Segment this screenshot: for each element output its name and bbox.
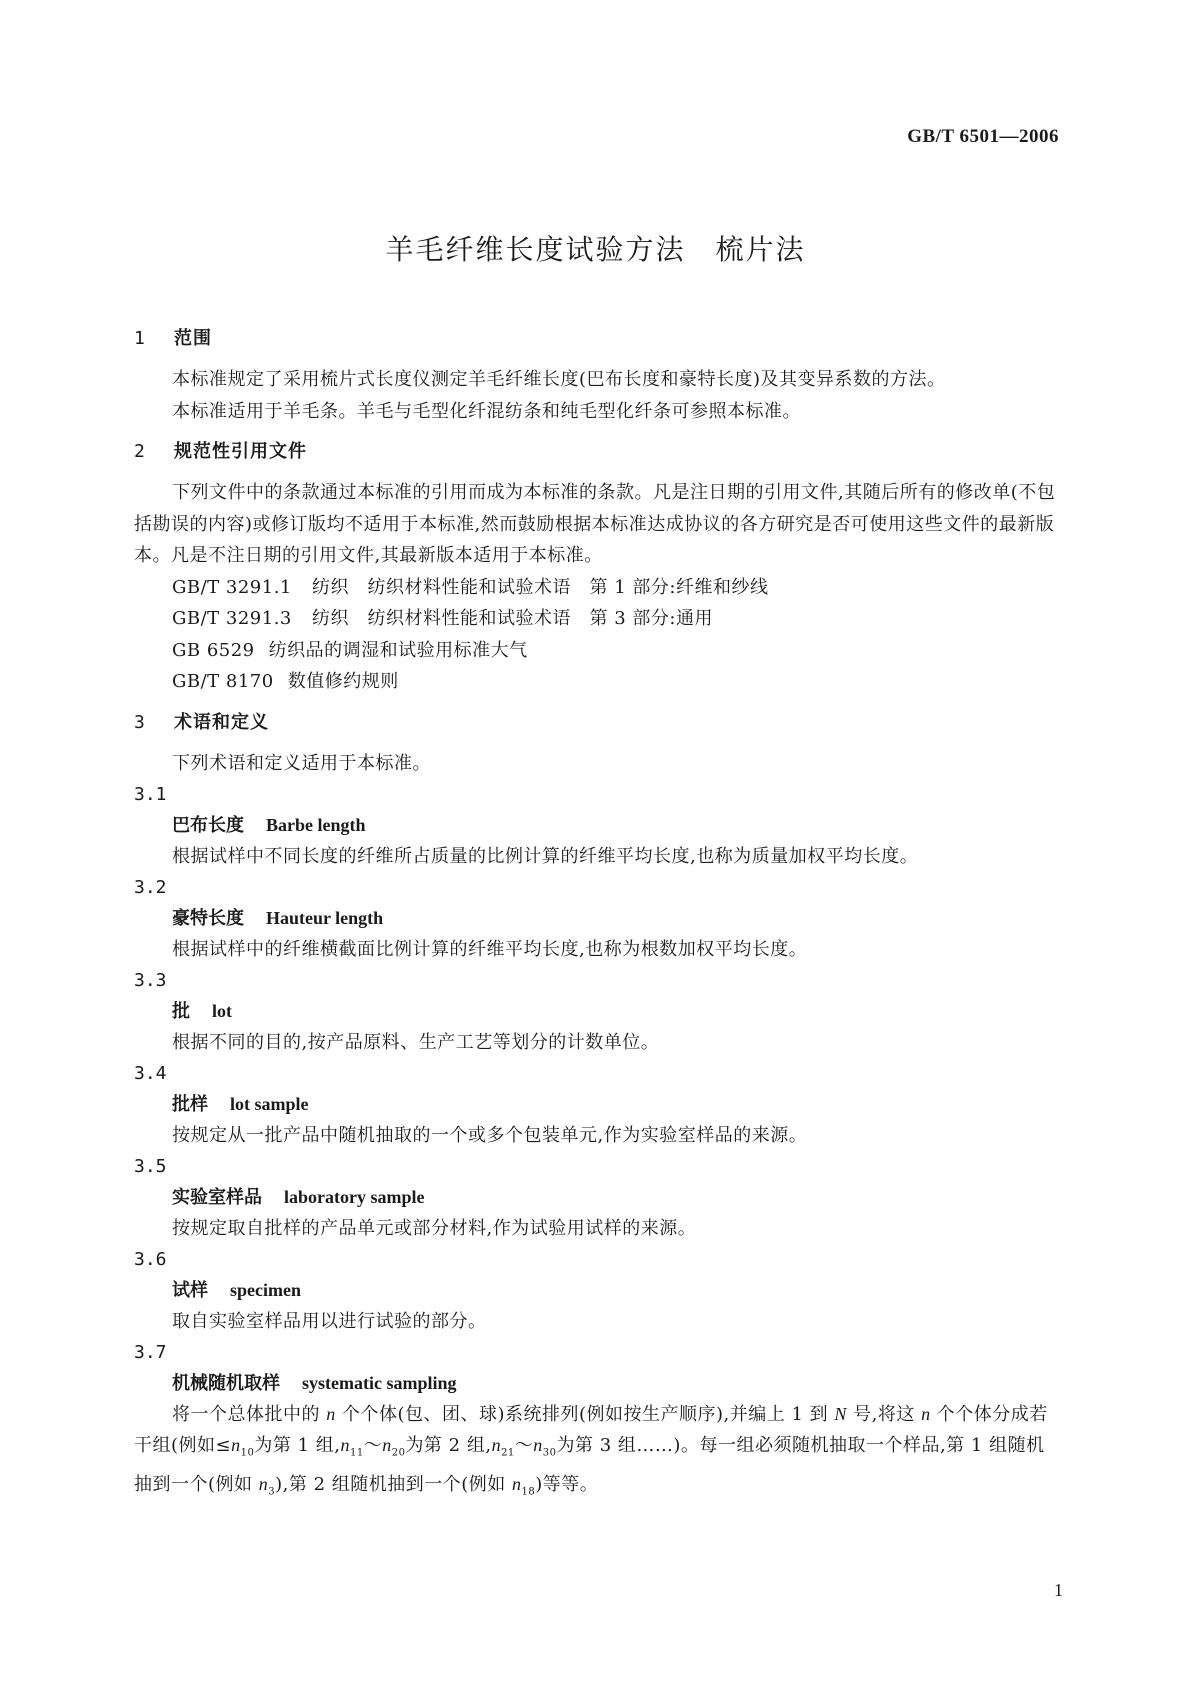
term-number: 3.7	[134, 1342, 167, 1363]
term-name	[134, 1368, 1062, 1399]
term-en: systematic sampling	[302, 1373, 457, 1393]
reference-item	[134, 603, 1062, 635]
reference-title: 纺织品的调湿和试验用标准大气	[268, 639, 528, 661]
term-name	[134, 1089, 1062, 1120]
term-definition: 根据不同的目的,按产品原料、生产工艺等划分的计数单位。	[172, 1032, 660, 1053]
reference-code: GB 6529	[172, 639, 255, 661]
reference-title: 数值修约规则	[287, 671, 399, 692]
term-name	[134, 1275, 1062, 1306]
term-cn: 巴布长度	[172, 815, 244, 836]
paragraph: 本标准适用于羊毛条。羊毛与毛型化纤混纺条和纯毛型化纤条可参照本标准。	[172, 400, 801, 422]
section-title: 范围	[174, 328, 212, 349]
paragraph: 本标准规定了采用梳片式长度仪测定羊毛纤维长度(巴布长度和豪特长度)及其变异系数的方法。	[172, 369, 946, 390]
document-title: 羊毛纤维长度试验方法 梳片法	[385, 233, 806, 266]
term-name	[134, 996, 1062, 1027]
term-definition-systematic-sampling: 将一个总体批中的 n 个个体(包、团、球)系统排列(例如按生产顺序),并编上 1 到 N 号,将这 n 个个体分成若干组(例如$\le n_{10}$为第 1 组$,n_{11}\sim n_{20}$为第 2 组$,n_{21}\sim n_{30}$为第 3 组……)。每一组必须随机抽取一个样品,第 1 组随机抽到一个(例如 $n_3$),第 2 组随机抽到一个(例如 $n_{18}$)等等。	[134, 1404, 1048, 1498]
standard-code: GB/T 6501—2006	[907, 126, 1059, 147]
section-heading-terms	[134, 706, 1062, 740]
term-number: 3.4	[134, 1063, 167, 1084]
term-definition: 按规定从一批产品中随机抽取的一个或多个包装单元,作为实验室样品的来源。	[172, 1125, 808, 1146]
term-number: 3.1	[134, 784, 167, 805]
paragraph: 下列术语和定义适用于本标准。	[172, 752, 431, 774]
term-number: 3.6	[134, 1249, 167, 1270]
reference-item	[134, 635, 1062, 667]
term-cn: 批	[172, 1001, 190, 1022]
page-number: 1	[1054, 1580, 1063, 1600]
section-number: 2	[134, 441, 146, 462]
section-title: 规范性引用文件	[174, 441, 307, 462]
reference-code: GB/T 3291.1	[172, 576, 292, 598]
term-en: Barbe length	[266, 815, 366, 835]
term-definition: 根据试样中不同长度的纤维所占质量的比例计算的纤维平均长度,也称为质量加权平均长度。	[172, 846, 919, 867]
term-cn: 机械随机取样	[172, 1373, 280, 1394]
term-en: lot	[212, 1001, 232, 1021]
term-number: 3.2	[134, 877, 167, 898]
term-number: 3.5	[134, 1156, 167, 1177]
term-definition: 根据试样中的纤维横截面比例计算的纤维平均长度,也称为根数加权平均长度。	[172, 939, 808, 960]
term-name	[134, 903, 1062, 934]
term-name	[134, 810, 1062, 841]
reference-title: 纺织 纺织材料性能和试验术语 第 3 部分:通用	[312, 608, 713, 629]
term-cn: 试样	[172, 1280, 208, 1301]
document-body	[134, 322, 1062, 1507]
reference-code: GB/T 8170	[172, 671, 274, 692]
term-en: laboratory sample	[284, 1187, 425, 1207]
term-cn: 豪特长度	[172, 908, 244, 929]
reference-title: 纺织 纺织材料性能和试验术语 第 1 部分:纤维和纱线	[312, 576, 769, 598]
term-en: lot sample	[230, 1094, 309, 1114]
paragraph: 下列文件中的条款通过本标准的引用而成为本标准的条款。凡是注日期的引用文件,其随后所有的修改单(不包括勘误的内容)或修订版均不适用于本标准,然而鼓励根据本标准达成协议的各方研究是否可使用这些文件的最新版本。凡是不注日期的引用文件,其最新版本适用于本标准。	[134, 482, 1056, 566]
term-definition: 按规定取自批样的产品单元或部分材料,作为试验用试样的来源。	[172, 1218, 697, 1239]
reference-item	[134, 572, 1062, 604]
term-definition: 取自实验室样品用以进行试验的部分。	[172, 1311, 487, 1332]
term-en: specimen	[230, 1280, 301, 1300]
term-name	[134, 1182, 1062, 1213]
section-number: 3	[134, 711, 146, 733]
section-title: 术语和定义	[174, 711, 269, 733]
section-number: 1	[134, 328, 146, 349]
term-en: Hauteur length	[266, 908, 384, 928]
section-heading-normative-references	[134, 435, 1062, 469]
term-cn: 批样	[172, 1094, 208, 1115]
section-heading-scope	[134, 322, 1062, 356]
reference-item	[134, 666, 1062, 698]
term-number: 3.3	[134, 970, 167, 991]
term-cn: 实验室样品	[172, 1187, 262, 1208]
reference-code: GB/T 3291.3	[172, 608, 292, 629]
